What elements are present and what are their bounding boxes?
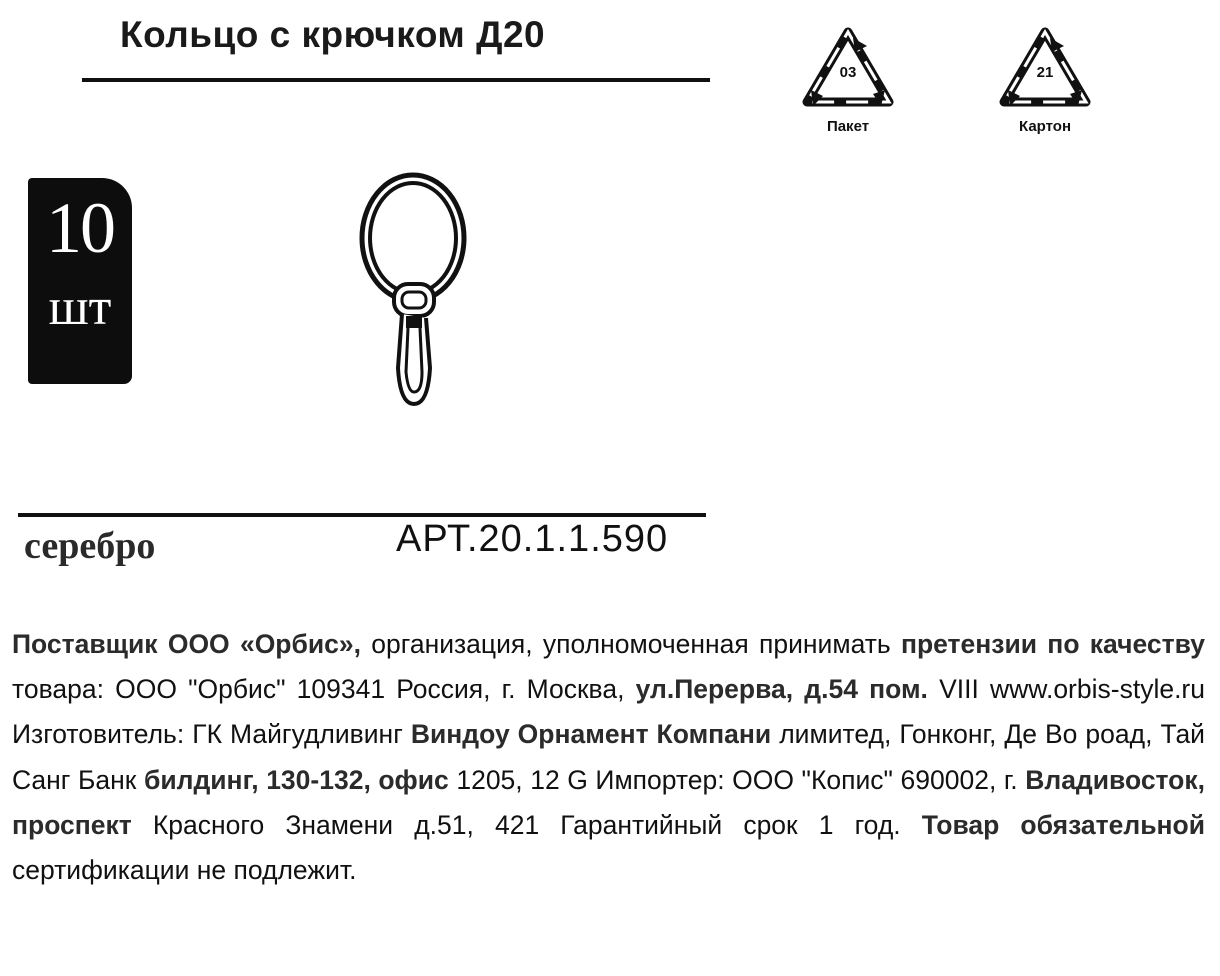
legal-segment: Красного Знамени д.51, 421 Гарантийный срок 1 год.: [131, 809, 922, 840]
recycle-code: 21: [1036, 64, 1054, 81]
legal-segment: VIII www.orbis-style.ru Изготовитель: ГК Майгудливинг: [12, 674, 1205, 750]
legal-segment: Виндоу Орнамент Компани: [410, 719, 772, 750]
legal-segment: билдинг, 130-132, офис: [143, 764, 449, 795]
recycle-symbol-bag: [793, 20, 903, 135]
ring-with-hook-icon: [350, 168, 480, 412]
legal-info-text: [12, 622, 1205, 893]
recycle-code: 03: [839, 64, 857, 81]
info-divider: [18, 513, 706, 517]
recycle-label: Пакет: [826, 118, 870, 135]
title-divider: [82, 78, 710, 82]
legal-segment: лимитед, Гонконг, Де Во роад, Тай Санг Банк: [12, 719, 1205, 795]
quantity-badge: [28, 178, 132, 384]
legal-segment: Поставщик ООО «Орбис»,: [12, 629, 361, 659]
legal-segment: Товар обязательной: [921, 809, 1205, 840]
quantity-number: 10: [46, 188, 114, 268]
quantity-unit: шт: [48, 279, 112, 336]
legal-segment: ул.Перерва, д.54 пом.: [635, 674, 928, 705]
legal-segment: Владивосток, проспект: [12, 764, 1205, 840]
recycle-symbol-carton: [990, 20, 1100, 135]
color-label: серебро: [24, 525, 156, 567]
legal-segment: товара: ООО "Орбис" 109341 Россия, г. Москва,: [12, 674, 636, 705]
legal-segment: организация, уполномоченная принимать: [361, 629, 901, 659]
product-title: Кольцо с крючком Д20: [120, 14, 546, 55]
recycle-label: Картон: [1018, 118, 1072, 135]
article-number: АРТ.20.1.1.590: [396, 518, 669, 560]
legal-segment: 1205, 12 G Импортер: ООО "Копис" 690002, г.: [448, 764, 1026, 795]
legal-segment: претензии по качеству: [900, 629, 1205, 659]
legal-segment: сертификации не подлежит.: [12, 855, 357, 886]
